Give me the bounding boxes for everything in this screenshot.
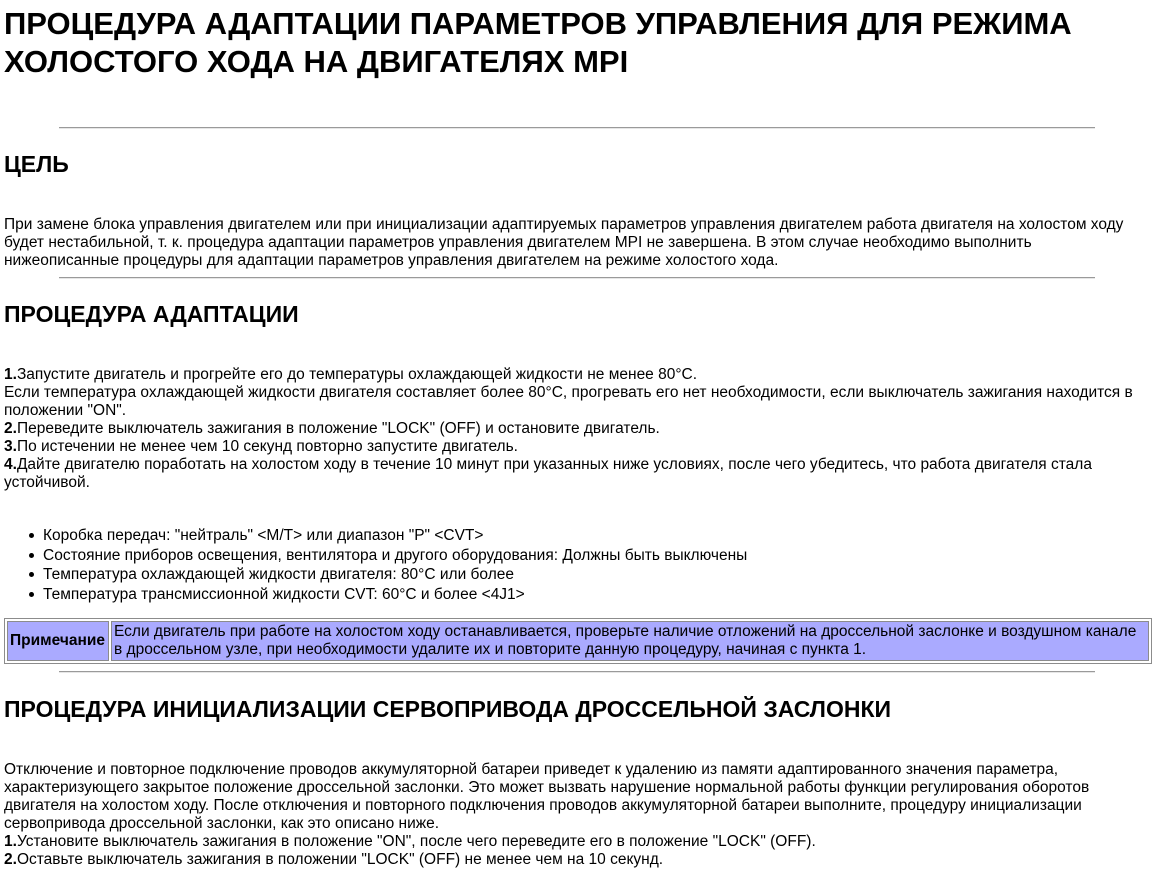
step-text: Установите выключатель зажигания в положение "ON", после чего переведите его в положение "LOCK" (OFF). — [16, 833, 816, 850]
bullet-icon — [29, 533, 34, 538]
step-number: 1. — [4, 833, 17, 850]
divider — [59, 671, 1095, 673]
step-item — [4, 851, 1144, 869]
step-text: Запустите двигатель и прогрейте его до температуры охлаждающей жидкости не менее 80°C. — [16, 366, 698, 383]
purpose-text: При замене блока управления двигателем или при инициализации адаптируемых параметров управления двигателем работа двигателя на холостом ходу будет нестабильной, т. к. процедура адаптации параметров управления двигателем MPI не завершена. В этом случае необходимо выполнить нижеописанные процедуры для адаптации параметров управления двигателем на режиме холостого хода. — [4, 216, 1124, 269]
note-label: Примечание — [7, 621, 109, 661]
step-number: 4. — [4, 456, 17, 473]
note-text: Если двигатель при работе на холостом ходу останавливается, проверьте наличие отложений на дроссельной заслонке и воздушном канале в дроссельном узле, при необходимости удалите их и повторите данную процедуру, начиная с пункта 1. — [111, 621, 1149, 661]
list-item-text: Температура трансмиссионной жидкости CVT: 60°C и более <4J1> — [43, 585, 525, 603]
step-item — [4, 438, 1144, 456]
list-item — [43, 526, 747, 546]
section-heading-servo: ПРОЦЕДУРА ИНИЦИАЛИЗАЦИИ СЕРВОПРИВОДА ДРОССЕЛЬНОЙ ЗАСЛОНКИ — [4, 696, 892, 722]
step-text: Если температура охлаждающей жидкости двигателя составляет более 80°C, прогревать его нет необходимости, если выключатель зажигания находится в положении "ON". — [4, 384, 1133, 419]
step-item — [4, 833, 1144, 851]
step-number: 3. — [4, 438, 17, 455]
step-text: Переведите выключатель зажигания в положение "LOCK" (OFF) и остановите двигатель. — [16, 420, 660, 437]
bullet-icon — [29, 592, 34, 597]
section-heading-purpose: ЦЕЛЬ — [4, 151, 69, 177]
servo-text: Отключение и повторное подключение проводов аккумуляторной батареи приведет к удалению из памяти адаптированного значения параметра, характеризующего закрытое положение дроссельной заслонки. Это может вызвать нарушение нормальной работы функции регулирования оборотов двигателя на холостом ходу. После отключения и повторного подключения проводов аккумуляторной батареи выполните, процедуру инициализации сервопривода дроссельной заслонки, как это описано ниже. — [4, 761, 1090, 832]
list-item-text: Состояние приборов освещения, вентилятора и другого оборудования: Должны быть выключены — [43, 546, 748, 564]
step-text: По истечении не менее чем 10 секунд повторно запустите двигатель. — [16, 438, 518, 455]
bullet-icon — [29, 553, 34, 558]
step-number: 1. — [4, 366, 17, 383]
conditions-list — [4, 526, 747, 604]
list-item-text: Температура охлаждающей жидкости двигателя: 80°C или более — [43, 566, 514, 583]
step-item — [4, 420, 1144, 438]
step-text: Оставьте выключатель зажигания в положении "LOCK" (OFF) не менее чем на 10 секунд. — [16, 851, 664, 868]
step-item — [4, 384, 1144, 420]
list-item — [43, 585, 747, 605]
section-heading-adaptation: ПРОЦЕДУРА АДАПТАЦИИ — [4, 301, 299, 327]
list-item — [43, 546, 747, 566]
step-number: 2. — [4, 420, 17, 437]
list-item-text: Коробка передач: "нейтраль" <M/T> или диапазон "P" <CVT> — [43, 527, 484, 544]
adaptation-steps — [4, 366, 1144, 492]
step-text: Дайте двигателю поработать на холостом ходу в течение 10 минут при указанных ниже условиях, после чего убедитесь, что работа двигателя стала устойчивой. — [4, 456, 1092, 491]
step-item — [4, 366, 1144, 384]
divider — [59, 277, 1095, 279]
list-item — [43, 565, 747, 585]
servo-steps — [4, 833, 1144, 869]
page-title: ПРОЦЕДУРА АДАПТАЦИИ ПАРАМЕТРОВ УПРАВЛЕНИЯ ДЛЯ РЕЖИМА ХОЛОСТОГО ХОДА НА ДВИГАТЕЛЯХ MPI — [4, 6, 1072, 79]
bullet-icon — [29, 572, 34, 577]
step-item — [4, 456, 1144, 492]
note-table — [4, 618, 1152, 664]
divider — [59, 127, 1095, 129]
step-number: 2. — [4, 851, 17, 868]
